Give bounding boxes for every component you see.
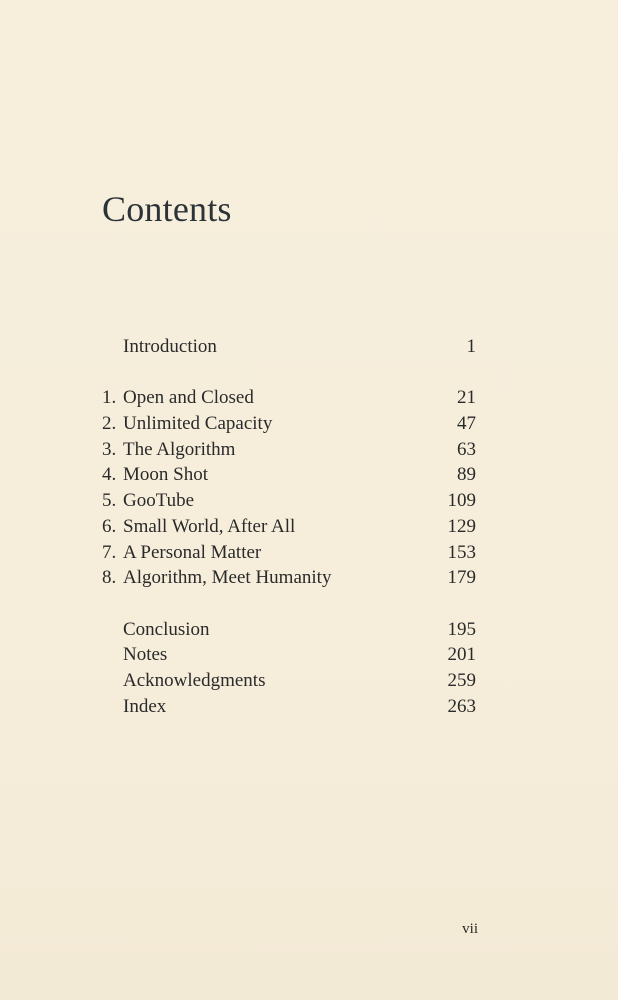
toc-entry-number: 8. (102, 567, 117, 589)
toc-entry-page: 109 (447, 490, 476, 512)
toc-entry-label: Small World, After All (123, 515, 296, 537)
toc-entry-label: Moon Shot (123, 464, 208, 486)
toc-entry-label: Open and Closed (123, 387, 254, 409)
toc-entry-page: 47 (457, 413, 476, 435)
toc-entry-number: 3. (102, 438, 117, 460)
toc-entry-page: 263 (447, 695, 476, 717)
toc-entry-chapter-3 (102, 437, 476, 463)
toc-entry-label: GooTube (123, 490, 195, 512)
toc-entry-chapter-4 (102, 462, 476, 488)
toc-entry-introduction (102, 334, 476, 360)
toc-entry-number: 7. (102, 541, 117, 563)
toc-entry-notes (102, 642, 476, 668)
toc-entry-page: 153 (447, 541, 476, 563)
toc-entry-chapter-7 (102, 540, 476, 566)
toc-entry-label: Algorithm, Meet Humanity (123, 567, 332, 589)
toc-entry-index (102, 694, 476, 720)
toc-entry-chapter-8 (102, 565, 476, 591)
toc-entry-page: 179 (447, 567, 476, 589)
toc-entry-page: 89 (457, 464, 476, 486)
toc-entry-page: 259 (447, 669, 476, 691)
toc-entry-chapter-1 (102, 385, 476, 411)
toc-entry-label: Unlimited Capacity (123, 413, 273, 435)
page-title: Contents (102, 189, 232, 229)
toc-entry-page: 1 (466, 336, 476, 357)
toc-entry-number: 6. (102, 515, 117, 537)
toc-entry-label: Acknowledgments (123, 669, 266, 691)
toc-entry-label: Notes (123, 644, 168, 666)
page-folio: vii (462, 921, 478, 937)
toc-entry-label: Conclusion (123, 618, 210, 640)
toc-entry-label: Introduction (123, 336, 217, 357)
toc-spacer (102, 360, 476, 386)
toc-entry-label: A Personal Matter (123, 541, 262, 563)
toc-entry-acknowledgments (102, 668, 476, 694)
toc-entry-chapter-2 (102, 411, 476, 437)
toc-entry-chapter-6 (102, 514, 476, 540)
toc-entry-page: 63 (457, 438, 476, 460)
toc-entry-page: 201 (447, 644, 476, 666)
toc-entry-label: The Algorithm (123, 438, 236, 460)
toc-entry-number: 5. (102, 490, 117, 512)
table-of-contents (102, 334, 476, 719)
toc-entry-page: 129 (447, 515, 476, 537)
toc-entry-label: Index (123, 695, 167, 717)
toc-spacer (102, 591, 476, 617)
toc-entry-number: 1. (102, 387, 117, 409)
toc-entry-page: 195 (447, 618, 476, 640)
toc-entry-page: 21 (457, 387, 476, 409)
toc-entry-number: 4. (102, 464, 117, 486)
toc-entry-number: 2. (102, 413, 117, 435)
toc-entry-conclusion (102, 617, 476, 643)
toc-entry-chapter-5 (102, 488, 476, 514)
